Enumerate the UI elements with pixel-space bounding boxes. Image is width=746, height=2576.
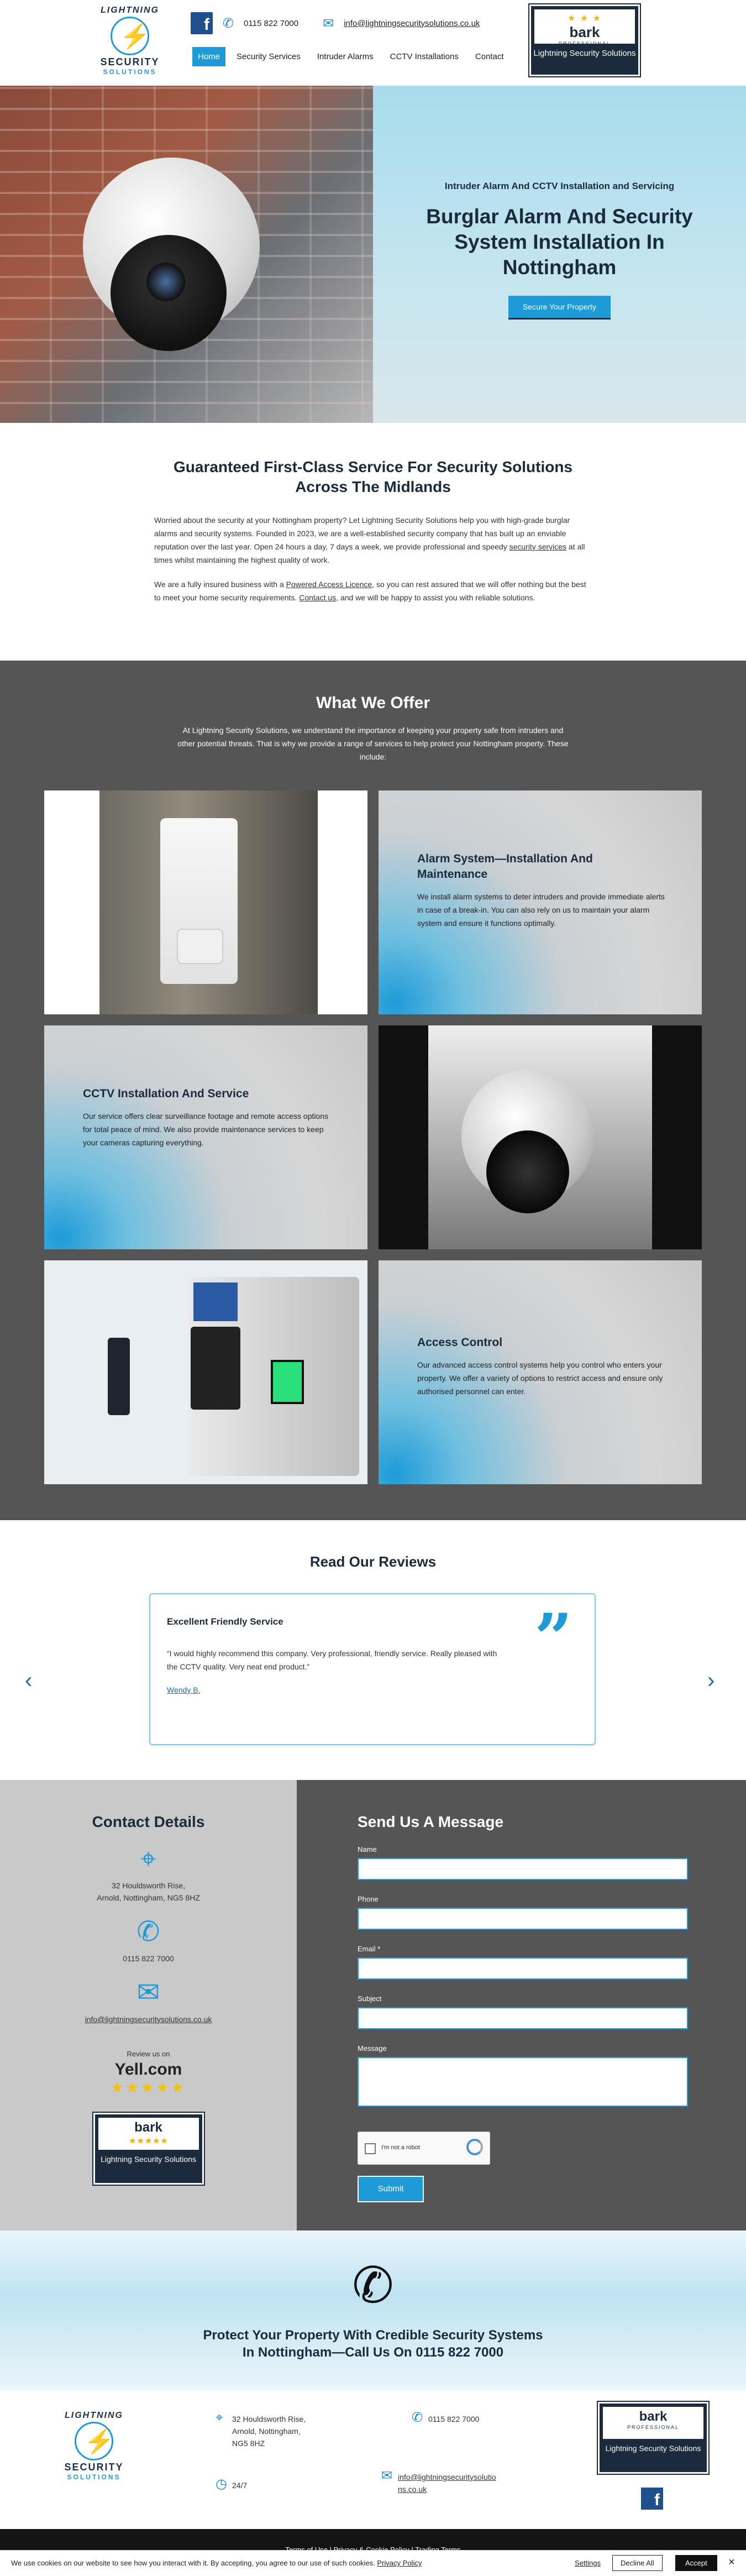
review-author[interactable]: Wendy B. [167, 1685, 201, 1694]
bark-brand: bark [569, 24, 600, 40]
hero-camera-image [0, 86, 373, 423]
email-label: Email * [358, 1945, 381, 1953]
facebook-icon[interactable]: f [641, 2488, 663, 2510]
quote-icon: ” [534, 1599, 572, 1677]
security-services-link[interactable]: security services [509, 542, 567, 551]
bark-tag: PROFESSIONAL [627, 2425, 680, 2430]
recaptcha-widget[interactable] [358, 2132, 490, 2165]
contact-phone[interactable]: 0115 822 7000 [123, 1954, 174, 1963]
review-title: Excellent Friendly Service [167, 1616, 283, 1627]
envelope-icon: ✉ [381, 2468, 393, 2483]
footer-address-line2: Arnold, Nottingham, [232, 2427, 301, 2436]
message-label: Message [358, 2044, 387, 2053]
access-control-text: Our advanced access control systems help you control who enters your property. We offer a variety of options to restrict access and ensure only authorised personnel can enter. [417, 1360, 663, 1396]
reviews-section [0, 1520, 746, 1780]
subject-label: Subject [358, 1994, 382, 2003]
recaptcha-checkbox[interactable] [365, 2143, 376, 2154]
bark-business-name: Lightning Security Solutions [101, 2155, 196, 2164]
powered-access-licence-link[interactable]: Powered Access Licence [286, 580, 372, 589]
envelope-icon: ✉ [136, 1977, 160, 2008]
footer-email-line1[interactable]: info@lightningsecuritysolutio [398, 2473, 496, 2481]
bark-brand: bark [134, 2120, 162, 2135]
logo-text-mid: SECURITY [100, 56, 160, 67]
footer-phone-text[interactable]: 0115 822 7000 [428, 2415, 480, 2423]
email-field[interactable] [358, 1945, 688, 1980]
call-to-action-section [0, 2231, 746, 2391]
location-pin-icon: ⌖ [140, 1843, 156, 1874]
alarm-service-card [379, 790, 702, 1014]
nav-security-services[interactable]: Security Services [237, 52, 301, 61]
lightning-bolt-icon [75, 2422, 113, 2460]
location-pin-icon: ⌖ [216, 2410, 223, 2425]
bark-brand: bark [639, 2409, 668, 2424]
contact-details-panel [0, 1780, 297, 2231]
nav-intruder-alarms[interactable]: Intruder Alarms [317, 52, 374, 61]
lightning-bolt-icon [111, 17, 149, 55]
contact-address-line1: 32 Houldsworth Rise, [111, 1881, 186, 1890]
subject-input[interactable] [358, 2007, 688, 2029]
footer-hours-text: 24/7 [232, 2481, 248, 2490]
cookie-banner [0, 2550, 746, 2576]
accept-button[interactable]: Accept [675, 2555, 717, 2571]
bark-business-name: Lightning Security Solutions [533, 49, 636, 58]
footer-email[interactable] [381, 2468, 496, 2495]
hero-section [0, 86, 746, 423]
bark-tag: PROFESSIONAL [558, 41, 611, 46]
cctv-service-card [44, 1025, 367, 1249]
bark-badge-contact[interactable] [93, 2113, 204, 2185]
site-footer [0, 2391, 746, 2529]
alarm-sensor-image [44, 790, 367, 1014]
header-phone[interactable]: 0115 822 7000 [244, 18, 299, 28]
intro-text: , and we will be happy to assist you with reliable solutions. [336, 593, 535, 602]
message-form-title: Send Us A Message [358, 1813, 504, 1830]
intro-paragraph-2 [154, 578, 592, 604]
access-control-card [379, 1260, 702, 1484]
logo-text-top: LIGHTNING [65, 2411, 123, 2420]
cctv-service-text: Our service offers clear surveillance footage and remote access options for total peace of mind. We also provide maintenance services to keep your cameras capturing everything. [83, 1112, 329, 1147]
logo-text-bottom: SOLUTIONS [67, 2473, 121, 2481]
hero-kicker: Intruder Alarm And CCTV Installation and Servicing [444, 181, 675, 191]
bark-stars-icon: ★ ★ ★ [568, 14, 602, 23]
intro-section [0, 423, 746, 661]
cookie-text: We use cookies on our website to see how you interact with it. By accepting, you agree to our use of such cookies. [11, 2559, 375, 2567]
hero-title: Burglar Alarm And Security System Installation In Nottingham [426, 205, 693, 279]
intro-text: at all times whilst maintaining the highest quality of work. [154, 542, 585, 564]
footer-logo[interactable] [55, 2411, 133, 2481]
phone-ringing-icon: ✆ [352, 2258, 394, 2313]
footer-address-line1: 32 Houldsworth Rise, [232, 2415, 306, 2423]
contact-us-link[interactable]: Contact us [299, 593, 337, 602]
contact-email[interactable]: info@lightningsecuritysolutions.co.uk [85, 2015, 212, 2024]
message-form-panel [297, 1780, 746, 2231]
reviews-title: Read Our Reviews [309, 1553, 437, 1570]
cctv-camera-image [379, 1025, 702, 1249]
access-control-title: Access Control [417, 1336, 503, 1349]
contact-address-line2: Arnold, Nottingham, NG5 8HZ [97, 1893, 200, 1902]
cctv-service-title: CCTV Installation And Service [83, 1087, 249, 1100]
hero-panel [373, 86, 746, 423]
phone-field[interactable] [358, 1895, 688, 1930]
access-control-image [44, 1260, 367, 1484]
logo-text-top: LIGHTNING [101, 6, 159, 15]
privacy-policy-link[interactable]: Privacy Policy [377, 2559, 422, 2567]
footer-phone[interactable] [412, 2410, 480, 2425]
bark-business-name: Lightning Security Solutions [605, 2444, 701, 2453]
phone-icon: ✆ [136, 1916, 160, 1947]
intro-text: , so you can rest assured that we will offer nothing but the best to meet your home security requirements. [154, 580, 586, 602]
recaptcha-label: I'm not a robot [381, 2144, 420, 2151]
alarm-service-title: Alarm System—Installation And Maintenance [417, 852, 593, 881]
recaptcha-logo-icon [466, 2139, 483, 2155]
intro-paragraph-1 [154, 514, 592, 567]
site-logo[interactable] [94, 6, 166, 76]
decline-all-button[interactable]: Decline All [612, 2555, 663, 2571]
offer-lead: At Lightning Security Solutions, we understand the importance of keeping your property safe from intruders and other potential threats. That is why we provide a range of services to help protect your Nottingham property. These include: [177, 726, 569, 761]
cta-title: Protect Your Property With Credible Security Systems In Nottingham—Call Us On 0115 822 7000 [203, 2328, 543, 2360]
cookie-message [11, 2559, 422, 2567]
footer-address [216, 2410, 306, 2449]
offer-section [0, 661, 746, 1520]
intro-text: We are a fully insured business with a [154, 580, 286, 589]
phone-input[interactable] [358, 1908, 688, 1930]
header-email[interactable]: info@lightningsecuritysolutions.co.uk [344, 18, 480, 28]
subject-field[interactable] [358, 1994, 688, 2029]
cookie-settings-link[interactable]: Settings [575, 2559, 601, 2567]
review-us-label: Review us on [127, 2050, 170, 2058]
logo-text-bottom: SOLUTIONS [103, 68, 157, 76]
bark-stars-icon: ★★★★★ [128, 2137, 169, 2146]
chevron-right-icon[interactable]: › [707, 1668, 715, 1693]
bark-badge-footer[interactable] [598, 2402, 708, 2474]
chevron-left-icon[interactable]: ‹ [25, 1668, 33, 1693]
name-input[interactable] [358, 1858, 688, 1880]
secure-property-button[interactable]: Secure Your Property [508, 296, 611, 320]
phone-icon: ✆ [412, 2410, 423, 2425]
envelope-icon: ✉ [323, 15, 334, 31]
bark-badge[interactable] [529, 4, 640, 76]
name-field[interactable] [358, 1845, 688, 1880]
header-contact-bar [191, 12, 480, 34]
footer-hours [216, 2476, 248, 2491]
yell-logo[interactable]: Yell.com [114, 2060, 182, 2078]
footer-email-line2[interactable]: ns.co.uk [398, 2485, 427, 2494]
phone-icon: ✆ [223, 15, 234, 31]
nav-cctv-installations[interactable]: CCTV Installations [390, 52, 459, 61]
facebook-icon[interactable]: f [191, 12, 213, 34]
alarm-service-text: We install alarm systems to deter intruders and provide immediate alerts in case of a break-in. You can also rely on us to maintain your alarm system and ensure it functions optimally. [417, 892, 665, 928]
review-card [149, 1593, 596, 1745]
site-header [0, 0, 746, 86]
phone-label: Phone [358, 1895, 379, 1903]
email-input[interactable] [358, 1957, 688, 1980]
contact-section [0, 1780, 746, 2231]
intro-title: Guaranteed First-Class Service For Security Solutions Across The Midlands [174, 458, 572, 495]
submit-button[interactable]: Submit [358, 2176, 424, 2202]
name-label: Name [358, 1845, 377, 1854]
contact-details-title: Contact Details [92, 1813, 205, 1830]
nav-home[interactable]: Home [192, 47, 225, 66]
nav-contact[interactable]: Contact [475, 52, 504, 61]
offer-title: What We Offer [316, 694, 430, 712]
message-textarea[interactable] [358, 2057, 688, 2107]
clock-icon: ◷ [216, 2476, 227, 2491]
review-text: “I would highly recommend this company. Very professional, friendly service. Really pleased with the CCTV quality. Very neat end product.” [167, 1649, 497, 1671]
footer-address-line3: NG5 8HZ [232, 2439, 265, 2448]
yell-stars-icon: ★★★★★ [111, 2079, 186, 2096]
close-icon[interactable]: × [728, 2556, 735, 2568]
main-nav [192, 47, 509, 66]
intro-text: Worried about the security at your Nottingham property? Let Lightning Security Solutions help you with high-grade burglar alarms and security systems. Founded in 2023, we are a well-established security company that has built up an enviable reputation over the last year. Open 24 hours a day, 7 days a week, we provide professional and speedy [154, 516, 570, 551]
logo-text-mid: SECURITY [64, 2462, 124, 2473]
message-field[interactable] [358, 2044, 688, 2107]
